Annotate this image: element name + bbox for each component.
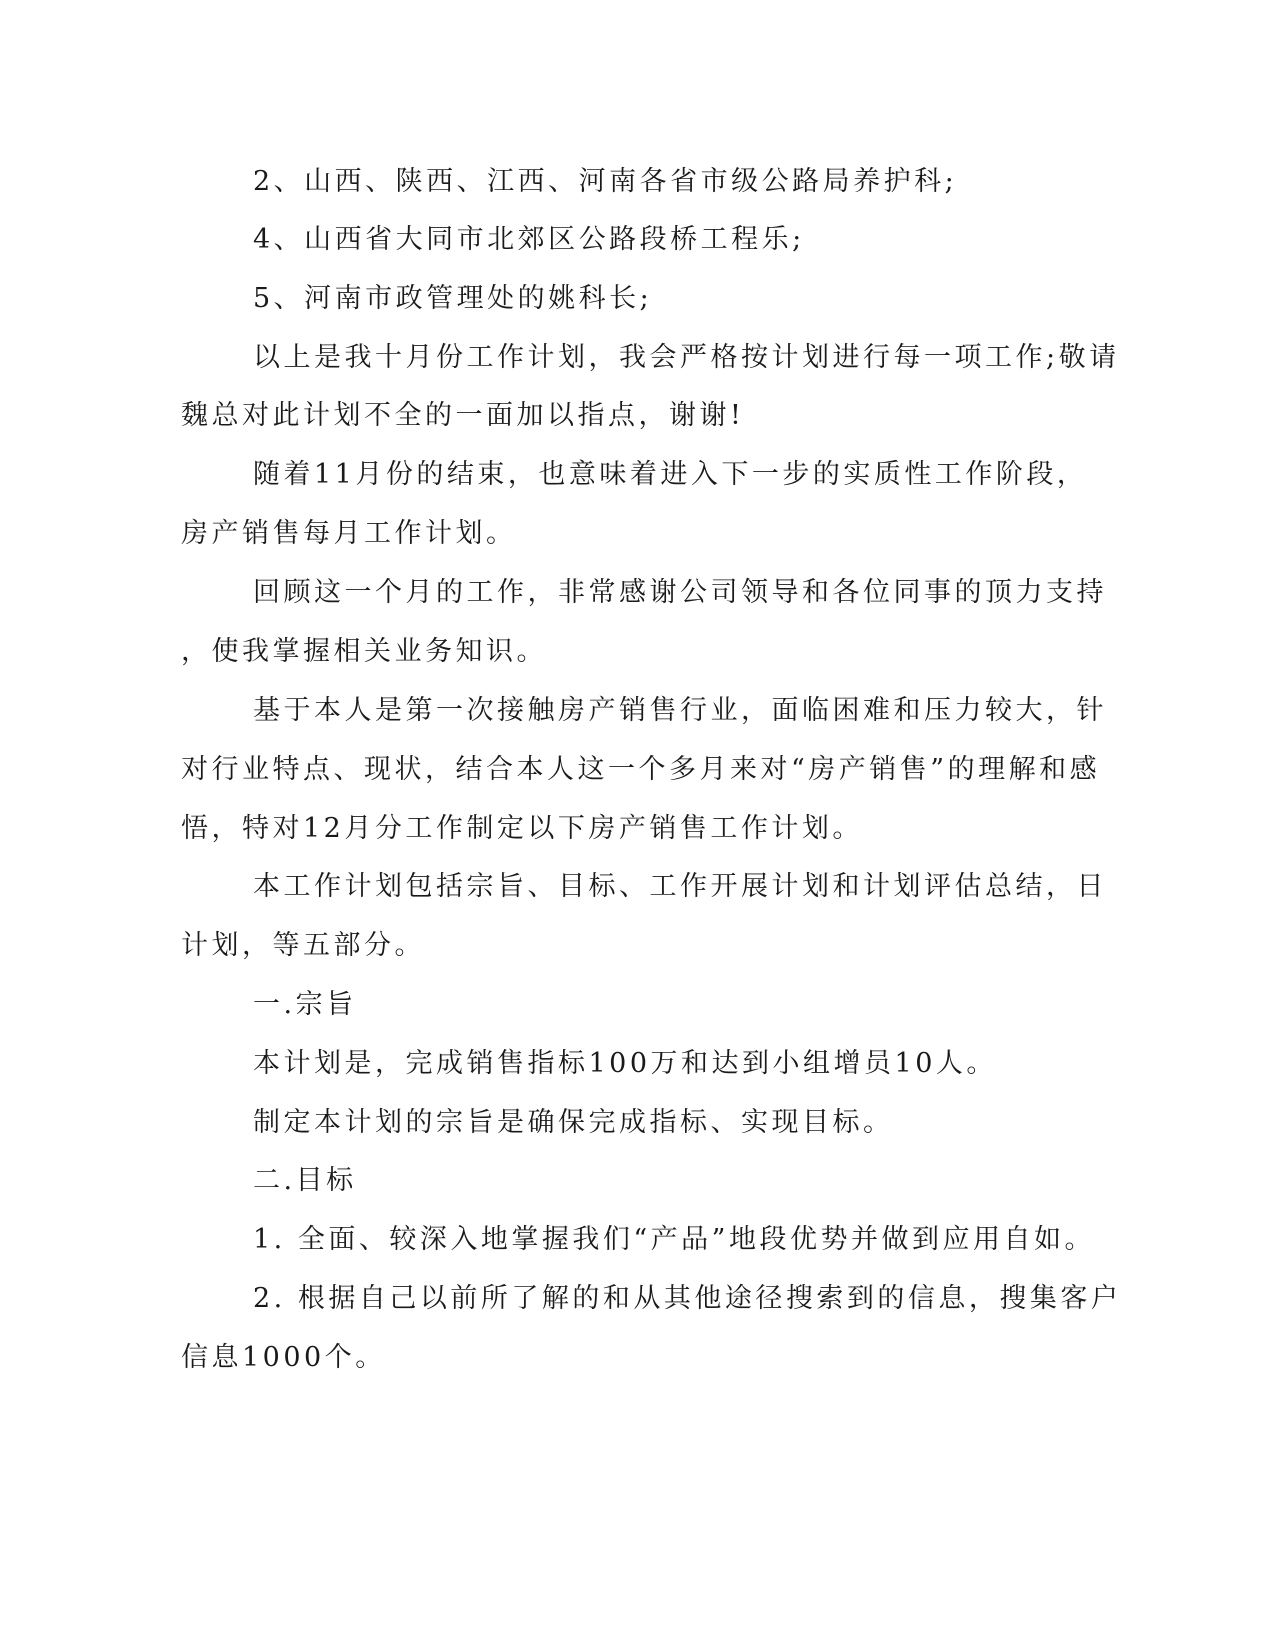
section-heading: 二.目标 bbox=[253, 1165, 357, 1196]
section-heading: 一.宗旨 bbox=[253, 989, 357, 1020]
text-line: 房产销售每月工作计划。 bbox=[181, 518, 517, 549]
text-line: 本工作计划包括宗旨、目标、工作开展计划和计划评估总结，日 bbox=[253, 871, 1107, 902]
text-line: 4、山西省大同市北郊区公路段桥工程乐; bbox=[253, 224, 805, 255]
text-line: 1. 全面、较深入地掌握我们“产品”地段优势并做到应用自如。 bbox=[253, 1224, 1095, 1255]
text-line: 对行业特点、现状，结合本人这一个多月来对“房产销售”的理解和感 bbox=[181, 754, 1101, 785]
text-line: 信息1000个。 bbox=[181, 1342, 386, 1373]
text-line: 制定本计划的宗旨是确保完成指标、实现目标。 bbox=[253, 1107, 894, 1138]
text-line: 回顾这一个月的工作，非常感谢公司领导和各位同事的顶力支持 bbox=[253, 577, 1107, 608]
text-line: 悟，特对12月分工作制定以下房产销售工作计划。 bbox=[181, 813, 863, 844]
text-line: 随着11月份的结束，也意味着进入下一步的实质性工作阶段， bbox=[253, 459, 1088, 490]
text-line: ，使我掌握相关业务知识。 bbox=[181, 636, 547, 667]
text-line: 基于本人是第一次接触房产销售行业，面临困难和压力较大，针 bbox=[253, 695, 1107, 726]
text-line: 2. 根据自己以前所了解的和从其他途径搜索到的信息，搜集客户 bbox=[253, 1283, 1122, 1314]
text-line: 魏总对此计划不全的一面加以指点，谢谢! bbox=[181, 400, 745, 431]
text-line: 计划，等五部分。 bbox=[181, 930, 425, 961]
text-line: 以上是我十月份工作计划，我会严格按计划进行每一项工作;敬请 bbox=[253, 342, 1120, 373]
text-line: 本计划是，完成销售指标100万和达到小组增员10人。 bbox=[253, 1048, 997, 1079]
text-line: 5、河南市政管理处的姚科长; bbox=[253, 283, 653, 314]
text-line: 2、山西、陕西、江西、河南各省市级公路局养护科; bbox=[253, 166, 958, 197]
